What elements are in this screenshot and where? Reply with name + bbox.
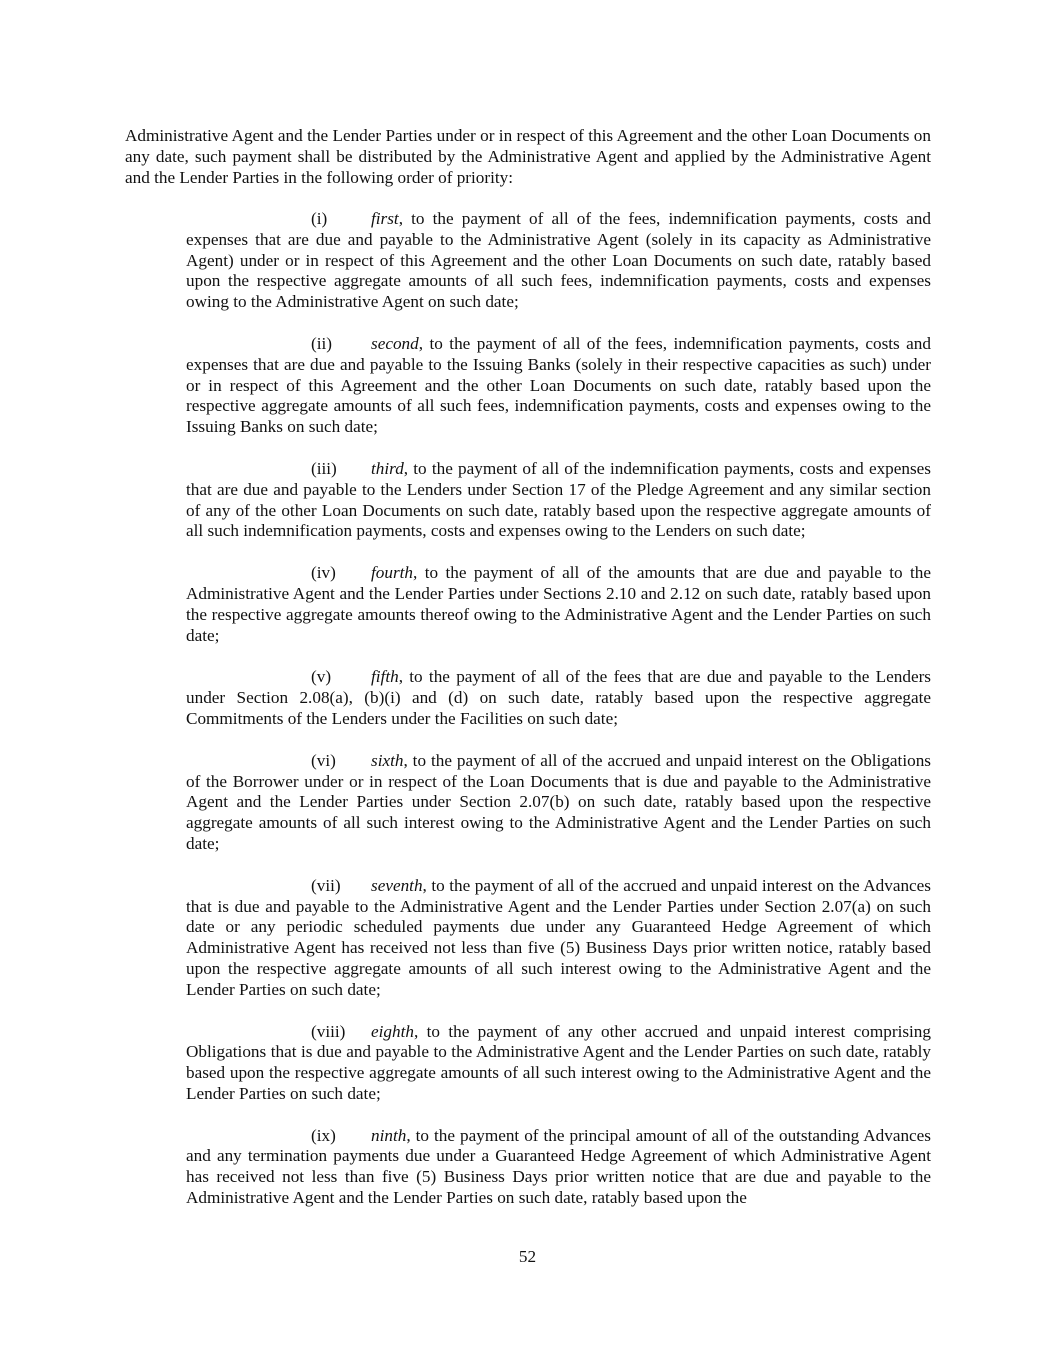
clause-number: (vii) <box>311 875 341 895</box>
clause-number: (vi) <box>311 750 336 770</box>
clause-iv <box>186 563 931 646</box>
clause-vi <box>186 751 931 855</box>
clause-number: (ix) <box>311 1125 336 1145</box>
clause-text: , to the payment of the principal amount of all of the outstanding Advances and any termination payments due under a Guaranteed Hedge Agreement of which Administrative Agent has received not less than five (5) Business Days prior written notice that are due and payable to the Administrative Agent and the Lender Parties on such date, ratably based upon the <box>186 1125 931 1208</box>
clause-vii <box>186 876 931 1001</box>
clause-text: , to the payment of all of the accrued and unpaid interest on the Obligations of the Borrower under or in respect of the Loan Documents that is due and payable to the Administrative Agent and the Lender Parties under Section 2.07(b) on such date, ratably based upon the respective aggregate amounts of all such interest owing to the Administrative Agent and the Lender Parties on such date; <box>186 750 931 853</box>
clause-text: , to the payment of all of the fees that are due and payable to the Lenders under Section 2.08(a), (b)(i) and (d) on such date, ratably based upon the respective aggregate Commitments of the Lenders under the Facilities on such date; <box>186 667 931 728</box>
page-number: 52 <box>518 1247 537 1266</box>
clause-lead: first <box>371 209 399 228</box>
clause-number: (i) <box>311 209 328 228</box>
clause-lead: sixth <box>371 750 404 770</box>
clause-text: , to the payment of any other accrued and unpaid interest comprising Obligations that is due and payable to the Administrative Agent and the Lender Parties on such date, ratably based upon the respective aggregate amounts of all such interest owing to the Administrative Agent and the Lender Parties on such date; <box>186 1021 931 1103</box>
clause-viii <box>186 1022 931 1105</box>
clause-lead: seventh <box>371 875 423 895</box>
clause-lead: eighth <box>371 1021 414 1041</box>
clause-i <box>186 209 931 313</box>
clause-ii <box>186 334 931 438</box>
clause-lead: third <box>371 458 404 478</box>
clause-ix <box>186 1126 931 1209</box>
clause-text: , to the payment of all of the amounts that are due and payable to the Administrative Agent and the Lender Parties under Sections 2.10 and 2.12 on such date, ratably based upon the respective aggregate amounts thereof owing to the Administrative Agent and the Lender Parties on such date; <box>186 563 931 645</box>
clause-lead: fifth <box>371 667 399 687</box>
clause-lead: ninth <box>371 1125 407 1145</box>
clause-number: (viii) <box>311 1021 346 1041</box>
clause-number: (v) <box>311 667 332 687</box>
clause-number: (ii) <box>311 333 332 353</box>
clause-lead: fourth <box>371 563 414 583</box>
clause-text: , to the payment of all of the accrued and unpaid interest on the Advances that is due and payable to the Administrative Agent and the Lender Parties under Section 2.07(a) on such date or any periodic scheduled payments due under any Guaranteed Hedge Agreement of which Administrative Agent has received not less than five (5) Business Days prior written notice, ratably based upon the respective aggregate amounts of all such interest owing to the Administrative Agent and the Lender Parties on such date; <box>186 875 931 999</box>
intro-paragraph: Administrative Agent and the Lender Parties under or in respect of this Agreement and the other Loan Documents on any date, such payment shall be distributed by the Administrative Agent and applied by the Administrative Agent and the Lender Parties in the following order of priority: <box>125 126 931 187</box>
clause-text: , to the payment of all of the fees, indemnification payments, costs and expenses that are due and payable to the Issuing Banks (solely in their respective capacities as such) under or in respect of this Agreement and the other Loan Documents on such date, ratably based upon the respective aggregate amounts of all such fees, indemnification payments, costs and expenses owing to the Issuing Banks on such date; <box>186 333 931 437</box>
clause-text: , to the payment of all of the fees, indemnification payments, costs and expenses that are due and payable to the Administrative Agent (solely in its capacity as Administrative Agent) under or in respect of this Agreement and the other Loan Documents on such date, ratably based upon the respective aggregate amounts of all such fees, indemnification payments, costs and expenses owing to the Administrative Agent on such date; <box>186 209 931 312</box>
clause-lead: second <box>371 333 419 353</box>
clause-number: (iv) <box>311 563 336 583</box>
clause-iii <box>186 459 931 542</box>
clause-number: (iii) <box>311 458 337 478</box>
clause-text: , to the payment of all of the indemnification payments, costs and expenses that are due and payable to the Lenders under Section 17 of the Pledge Agreement and any similar section of any of the other Loan Documents on such date, ratably based upon the respective aggregate amounts of all such indemnification payments, costs and expenses owing to the Lenders on such date; <box>186 458 931 541</box>
clause-v <box>186 667 931 729</box>
priority-clauses <box>186 209 931 1230</box>
